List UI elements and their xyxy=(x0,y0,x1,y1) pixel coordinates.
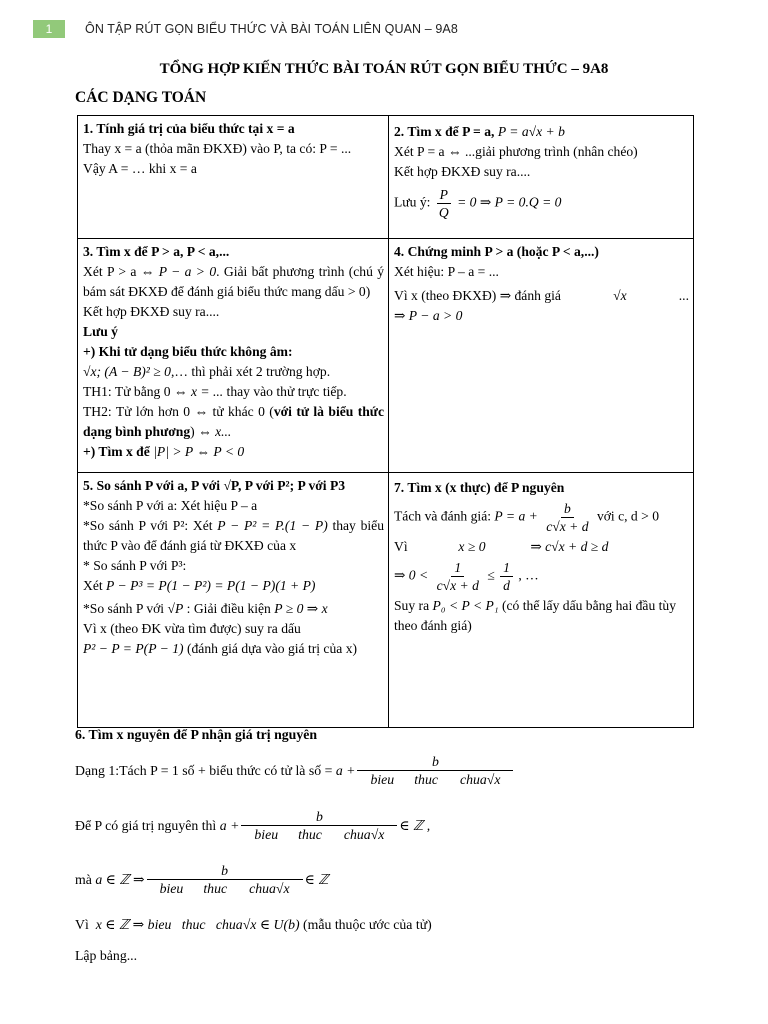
part6-line1 xyxy=(75,753,515,788)
part6-line3a: mà xyxy=(75,871,92,887)
fraction-numerator: 1 xyxy=(500,559,513,577)
cell-4-heading: 4. Chứng minh P > a (hoặc P < a,...) xyxy=(394,244,599,259)
fraction-denominator: c√x + d xyxy=(546,519,589,534)
den-word-1: bieu xyxy=(254,827,279,842)
cell-7-fraction-2 xyxy=(434,559,482,594)
cell-5-line2-formula: P − P² = P.(1 − P) xyxy=(217,518,328,533)
fraction-denominator: c√x + d xyxy=(436,578,479,593)
part6-line3-formula: a ∈ ℤ ⇒ xyxy=(95,871,145,887)
cell-3-th2-formula: x... xyxy=(215,424,232,439)
fraction-denominator: d xyxy=(503,578,510,593)
header-doc-title: ÔN TẬP RÚT GỌN BIỂU THỨC VÀ BÀI TOÁN LIÊN QUAN – 9A8 xyxy=(85,22,458,36)
part6-line2a: Để P có giá trị nguyên thì xyxy=(75,817,217,833)
cell-4-line3: ⇒ P − a > 0 xyxy=(394,308,463,323)
den-word-2: thuc xyxy=(414,772,438,787)
cell-3-th2b: ) ⇔ xyxy=(190,424,212,439)
cell-4-line2-formula: √x xyxy=(613,288,627,303)
part6-fraction-1 xyxy=(357,753,513,788)
cell-7-line3-mid: ≤ xyxy=(487,567,495,583)
cell-2-note-fraction xyxy=(436,186,452,221)
part6-line4b: (mẫu thuộc ước của tử) xyxy=(303,917,432,932)
fraction-numerator: b xyxy=(241,808,397,826)
cell-3-line1-formula: P − a > 0 xyxy=(158,264,217,279)
cell-4-line2b: ... xyxy=(678,288,689,303)
cell-5-line4a: Xét xyxy=(83,578,103,593)
cell-2-note-rest: = 0 ⇒ P = 0.Q = 0 xyxy=(457,194,562,210)
cell-7-line3a: ⇒ 0 < xyxy=(394,567,429,583)
den-word-1: bieu xyxy=(370,772,395,787)
part6-line2b: ∈ ℤ , xyxy=(399,817,431,833)
den-word-3: chua√x xyxy=(343,827,385,842)
cell-7-line4a: Suy ra xyxy=(394,598,430,613)
fraction-denominator xyxy=(157,880,293,897)
part6-line3b: ∈ ℤ xyxy=(304,871,329,887)
cell-type-5 xyxy=(78,473,389,728)
cell-3-sub1: +) Khi tử dạng biểu thức không âm: xyxy=(83,344,293,359)
cell-3-sub2: +) Tìm x để xyxy=(83,444,150,459)
den-word-3: chua√x xyxy=(249,881,290,896)
part6-line4 xyxy=(75,917,432,933)
cell-3-sub1-formula: √x; (A − B)² ≥ 0 xyxy=(83,364,171,379)
cell-3-line2: Kết hợp ĐKXĐ suy ra.... xyxy=(83,304,220,319)
cell-5-line5b: : Giải điều kiện xyxy=(186,601,271,616)
cell-7-fraction-1 xyxy=(543,500,591,535)
cell-3-line1b: . Giải bất phương trình (chú ý bám sát ĐKXĐ để đánh giá biểu thức mang dấu > 0) xyxy=(83,264,385,299)
cell-3-th1-formula: x = ... xyxy=(190,384,224,399)
cell-5-line5a: *So sánh P với xyxy=(83,601,165,616)
cell-3-heading: 3. Tìm x để P > a, P < a,... xyxy=(83,244,230,259)
cell-1-line2: Vậy A = … khi x = a xyxy=(83,161,197,176)
fraction-numerator: b xyxy=(561,500,574,518)
cell-5-line3: * So sánh P với P³: xyxy=(83,558,187,573)
cell-7-line1b: với c, d > 0 xyxy=(596,508,659,524)
note-denominator: Q xyxy=(438,205,449,220)
cell-2-line1a: Xét P = a ⇔ xyxy=(394,144,462,159)
section-title: CÁC DẠNG TOÁN xyxy=(75,89,207,106)
den-word-3: chua√x xyxy=(459,772,501,787)
cell-5-line2b: thay biểu thức P vào để đánh giá từ ĐKXĐ của x xyxy=(83,518,384,553)
cell-3-sub1-rest: ,… thì phải xét 2 trường hợp. xyxy=(170,364,331,379)
cell-7-line1-formula: P = a + xyxy=(494,508,538,524)
cell-3-th1a: TH1: Tử bằng 0 ⇔ xyxy=(83,384,188,399)
den-word-2: thuc xyxy=(298,827,322,842)
cell-5-line6: Vì x (theo ĐK vừa tìm được) suy ra dấu xyxy=(83,621,301,636)
note-numerator: P xyxy=(437,186,451,204)
cell-7-line2-formula1: x ≥ 0 xyxy=(458,539,486,554)
cell-2-heading: 2. Tìm x để P = a, xyxy=(394,124,495,139)
part6-line1a: Dạng 1:Tách P = 1 số + biểu thức có tử là số = xyxy=(75,762,333,778)
cell-2-line2: Kết hợp ĐKXĐ suy ra.... xyxy=(394,164,531,179)
cell-type-7 xyxy=(389,473,694,728)
fraction-numerator: b xyxy=(357,753,513,771)
cell-3-line1a: Xét P > a ⇔ xyxy=(83,264,155,279)
cell-type-3 xyxy=(78,239,389,473)
cell-7-line2a: Vì xyxy=(394,539,408,554)
cell-4-line2a: Vì x (theo ĐKXĐ) ⇒ đánh giá xyxy=(394,288,561,303)
cell-3-sub2-formula: |P| > P ⇔ P < 0 xyxy=(153,444,245,459)
cell-2-line1b: ...giải phương trình (nhân chéo) xyxy=(464,144,638,159)
fraction-numerator: 1 xyxy=(451,559,464,577)
cell-4-line1: Xét hiệu: P – a = ... xyxy=(394,264,499,279)
part6-line5: Lập bảng... xyxy=(75,948,138,963)
part6-line2 xyxy=(75,808,430,843)
cell-5-line5-formula1: √P xyxy=(167,601,184,616)
cell-2-note-label: Lưu ý: xyxy=(394,194,431,210)
cell-1-line1: Thay x = a (thỏa mãn ĐKXĐ) vào P, ta có: P = ... xyxy=(83,141,352,156)
cell-5-line7-formula: P² − P = P(P − 1) xyxy=(83,641,184,656)
cell-type-2 xyxy=(389,116,694,239)
part6-line1-formula: a + xyxy=(335,762,356,778)
cell-type-4 xyxy=(389,239,694,473)
cell-5-heading: 5. So sánh P với a, P với √P, P với P²; P với P3 xyxy=(83,478,346,493)
document-title: TỔNG HỢP KIẾN THỨC BÀI TOÁN RÚT GỌN BIỂU THỨC – 9A8 xyxy=(159,61,609,77)
cell-5-line1: *So sánh P với a: Xét hiệu P – a xyxy=(83,498,258,513)
cell-3-note: Lưu ý xyxy=(83,324,118,339)
fraction-denominator xyxy=(367,771,503,788)
cell-7-line2-formula2: ⇒ c√x + d ≥ d xyxy=(530,539,609,554)
cell-2-heading-formula: P = a√x + b xyxy=(497,124,565,139)
cell-7-line3b: , … xyxy=(518,567,539,583)
cell-7-fraction-3 xyxy=(500,559,513,594)
cell-7-line1a: Tách và đánh giá: xyxy=(394,508,492,524)
part6-fraction-3 xyxy=(147,862,303,897)
cell-5-line2a: *So sánh P với P²: Xét xyxy=(83,518,213,533)
part6-line4a: Vì xyxy=(75,917,89,932)
cell-7-heading: 7. Tìm x (x thực) để P nguyên xyxy=(394,480,565,495)
part6-line4-formula: x ∈ ℤ ⇒ bieu thuc chua√x ∈ U(b) xyxy=(95,917,300,932)
fraction-denominator xyxy=(251,826,387,843)
den-word-1: bieu xyxy=(159,881,184,896)
cell-3-th2a: TH2: Tử lớn hơn 0 ⇔ tử khác 0 ( xyxy=(83,404,274,419)
summary-table xyxy=(77,115,694,728)
cell-3-th2-bold: với tử là biểu thức dạng bình phương xyxy=(83,404,384,439)
cell-5-line4-formula: P − P³ = P(1 − P²) = P(1 − P)(1 + P) xyxy=(106,578,316,593)
page-number: 1 xyxy=(33,20,65,38)
cell-7-line4-formula: P₀ < P < P₁ xyxy=(432,598,499,613)
cell-5-line5-formula2: P ≥ 0 ⇒ x xyxy=(274,601,328,616)
part6-line3 xyxy=(75,862,329,897)
part6-heading: 6. Tìm x nguyên để P nhận giá trị nguyên xyxy=(75,727,318,742)
cell-3-th1b: thay vào thử trực tiếp. xyxy=(226,384,347,399)
cell-type-1 xyxy=(78,116,389,239)
part6-fraction-2 xyxy=(241,808,397,843)
cell-5-line7b: (đánh giá dựa vào giá trị của x) xyxy=(186,641,358,656)
den-word-2: thuc xyxy=(203,881,228,896)
fraction-numerator: b xyxy=(147,862,303,880)
cell-1-heading: 1. Tính giá trị của biểu thức tại x = a xyxy=(83,121,295,136)
page-header xyxy=(33,20,458,38)
part6-line2-formula: a + xyxy=(219,817,240,833)
cell-7-line4b: (có thể lấy dấu bằng hai đầu tùy theo đánh giá) xyxy=(394,598,677,633)
